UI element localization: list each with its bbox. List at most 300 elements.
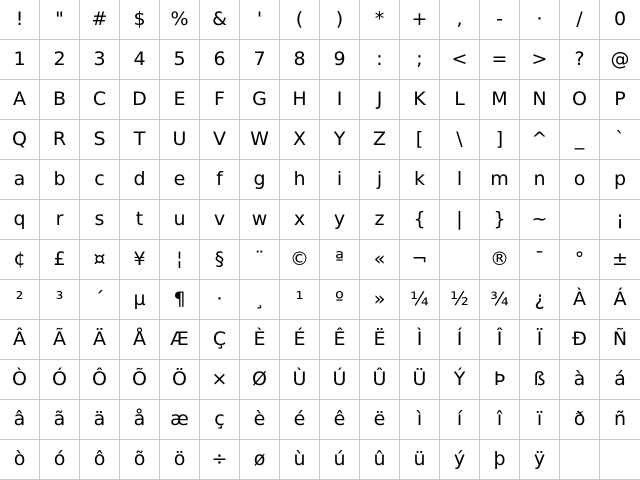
glyph-cell[interactable] xyxy=(600,320,640,360)
glyph-cell[interactable] xyxy=(560,240,600,280)
glyph-character: ø xyxy=(253,448,266,470)
glyph-cell[interactable] xyxy=(560,200,600,240)
glyph-cell[interactable] xyxy=(440,0,480,40)
glyph-cell[interactable] xyxy=(200,200,240,240)
glyph-character: Ó xyxy=(52,368,67,390)
glyph-cell[interactable] xyxy=(280,400,320,440)
glyph-cell[interactable] xyxy=(320,400,360,440)
glyph-cell[interactable] xyxy=(280,280,320,320)
glyph-character: Ï xyxy=(536,328,543,350)
glyph-character: £ xyxy=(53,248,66,270)
glyph-character: ì xyxy=(416,408,423,430)
glyph-character: X xyxy=(292,128,307,150)
glyph-character: µ xyxy=(133,288,146,310)
glyph-cell[interactable] xyxy=(0,320,40,360)
glyph-cell[interactable] xyxy=(520,320,560,360)
glyph-cell[interactable] xyxy=(520,200,560,240)
glyph-character: É xyxy=(293,328,306,350)
glyph-character: ÿ xyxy=(533,448,546,470)
glyph-cell[interactable] xyxy=(160,400,200,440)
glyph-cell[interactable] xyxy=(360,320,400,360)
glyph-cell[interactable] xyxy=(440,240,480,280)
glyph-cell[interactable] xyxy=(120,200,160,240)
glyph-cell[interactable] xyxy=(120,160,160,200)
glyph-cell[interactable] xyxy=(600,0,640,40)
glyph-cell[interactable] xyxy=(320,120,360,160)
glyph-cell[interactable] xyxy=(560,120,600,160)
glyph-character: Ø xyxy=(252,368,267,390)
glyph-character: + xyxy=(411,8,428,30)
glyph-cell[interactable] xyxy=(520,440,560,480)
glyph-cell[interactable] xyxy=(520,400,560,440)
glyph-cell[interactable] xyxy=(160,80,200,120)
glyph-cell[interactable] xyxy=(520,0,560,40)
glyph-character: ü xyxy=(413,448,426,470)
glyph-cell[interactable] xyxy=(400,240,440,280)
glyph-cell[interactable] xyxy=(280,320,320,360)
glyph-character: ñ xyxy=(613,408,627,430)
glyph-cell[interactable] xyxy=(240,240,280,280)
glyph-character: $ xyxy=(133,8,146,30)
glyph-character: Q xyxy=(12,128,27,150)
glyph-character: ( xyxy=(295,8,304,30)
glyph-character: Ñ xyxy=(612,328,628,350)
glyph-character: y xyxy=(333,208,346,230)
glyph-cell[interactable] xyxy=(400,120,440,160)
glyph-character: { xyxy=(413,208,426,230)
glyph-cell[interactable] xyxy=(400,0,440,40)
glyph-cell[interactable] xyxy=(200,400,240,440)
glyph-character: ¹ xyxy=(295,288,304,310)
glyph-cell[interactable] xyxy=(520,240,560,280)
glyph-character: Ë xyxy=(373,328,386,350)
glyph-cell[interactable] xyxy=(480,200,520,240)
glyph-cell[interactable] xyxy=(560,40,600,80)
glyph-cell[interactable] xyxy=(400,320,440,360)
glyph-character: f xyxy=(216,168,223,190)
glyph-cell[interactable] xyxy=(160,40,200,80)
glyph-cell[interactable] xyxy=(40,440,80,480)
glyph-cell[interactable] xyxy=(0,120,40,160)
glyph-cell[interactable] xyxy=(120,360,160,400)
glyph-character: ¼ xyxy=(410,288,429,310)
glyph-character: w xyxy=(251,208,268,230)
glyph-cell[interactable] xyxy=(440,40,480,80)
glyph-cell[interactable] xyxy=(40,320,80,360)
glyph-cell[interactable] xyxy=(200,240,240,280)
glyph-cell[interactable] xyxy=(240,80,280,120)
glyph-character: Ç xyxy=(212,328,227,350)
glyph-cell[interactable] xyxy=(120,440,160,480)
glyph-cell[interactable] xyxy=(280,160,320,200)
glyph-character: , xyxy=(456,8,463,30)
glyph-cell[interactable] xyxy=(80,240,120,280)
glyph-cell[interactable] xyxy=(160,200,200,240)
glyph-character: s xyxy=(94,208,105,230)
glyph-cell[interactable] xyxy=(80,80,120,120)
glyph-cell[interactable] xyxy=(240,0,280,40)
glyph-cell[interactable] xyxy=(440,120,480,160)
glyph-character: g xyxy=(253,168,266,190)
glyph-character: ô xyxy=(93,448,106,470)
glyph-character: } xyxy=(493,208,506,230)
glyph-cell[interactable] xyxy=(200,280,240,320)
glyph-cell[interactable] xyxy=(280,120,320,160)
glyph-character: Ã xyxy=(53,328,66,350)
glyph-cell[interactable] xyxy=(160,0,200,40)
glyph-cell[interactable] xyxy=(40,0,80,40)
glyph-cell[interactable] xyxy=(80,40,120,80)
glyph-cell[interactable] xyxy=(40,360,80,400)
glyph-cell[interactable] xyxy=(400,200,440,240)
glyph-cell[interactable] xyxy=(520,280,560,320)
glyph-cell[interactable] xyxy=(520,360,560,400)
glyph-character: ¶ xyxy=(173,288,186,310)
glyph-character: j xyxy=(376,168,383,190)
glyph-character: Ü xyxy=(412,368,427,390)
glyph-cell[interactable] xyxy=(320,0,360,40)
glyph-cell[interactable] xyxy=(600,240,640,280)
glyph-cell[interactable] xyxy=(160,320,200,360)
glyph-cell[interactable] xyxy=(160,360,200,400)
glyph-cell[interactable] xyxy=(0,440,40,480)
glyph-cell[interactable] xyxy=(440,400,480,440)
glyph-cell[interactable] xyxy=(200,160,240,200)
glyph-cell[interactable] xyxy=(560,160,600,200)
glyph-cell[interactable] xyxy=(40,80,80,120)
glyph-cell[interactable] xyxy=(520,120,560,160)
glyph-character: b xyxy=(53,168,66,190)
glyph-character: N xyxy=(532,88,547,110)
glyph-character: i xyxy=(336,168,343,190)
glyph-cell[interactable] xyxy=(480,160,520,200)
glyph-character: d xyxy=(133,168,146,190)
glyph-character: * xyxy=(374,8,385,30)
glyph-cell[interactable] xyxy=(120,240,160,280)
glyph-character: ò xyxy=(13,448,26,470)
glyph-cell[interactable] xyxy=(320,40,360,80)
glyph-character: ã xyxy=(53,408,66,430)
glyph-character: m xyxy=(490,168,509,190)
glyph-cell[interactable] xyxy=(600,80,640,120)
glyph-character: 2 xyxy=(53,48,66,70)
glyph-cell[interactable] xyxy=(480,120,520,160)
glyph-cell[interactable] xyxy=(320,280,360,320)
glyph-character: î xyxy=(496,408,503,430)
glyph-character: 4 xyxy=(133,48,146,70)
glyph-cell[interactable] xyxy=(200,40,240,80)
glyph-character: æ xyxy=(170,408,189,430)
glyph-cell[interactable] xyxy=(440,440,480,480)
glyph-cell[interactable] xyxy=(80,120,120,160)
glyph-character: ù xyxy=(293,448,306,470)
glyph-character: - xyxy=(496,8,503,30)
glyph-character: # xyxy=(91,8,108,30)
glyph-character: @ xyxy=(610,48,630,70)
glyph-cell[interactable] xyxy=(40,400,80,440)
glyph-cell[interactable] xyxy=(80,320,120,360)
glyph-cell[interactable] xyxy=(320,320,360,360)
glyph-character: c xyxy=(94,168,105,190)
glyph-character: Ò xyxy=(12,368,27,390)
glyph-cell[interactable] xyxy=(320,440,360,480)
glyph-cell[interactable] xyxy=(600,400,640,440)
glyph-cell[interactable] xyxy=(0,160,40,200)
glyph-character: V xyxy=(213,128,226,150)
glyph-character: ' xyxy=(256,8,263,30)
glyph-character: ë xyxy=(373,408,386,430)
glyph-cell[interactable] xyxy=(280,360,320,400)
glyph-cell[interactable] xyxy=(360,400,400,440)
glyph-cell[interactable] xyxy=(0,40,40,80)
glyph-cell[interactable] xyxy=(320,160,360,200)
glyph-cell[interactable] xyxy=(360,200,400,240)
glyph-character: h xyxy=(293,168,306,190)
glyph-cell[interactable] xyxy=(480,40,520,80)
glyph-character: ¨ xyxy=(254,248,265,270)
glyph-character: Y xyxy=(333,128,346,150)
glyph-cell[interactable] xyxy=(280,200,320,240)
glyph-cell[interactable] xyxy=(160,160,200,200)
glyph-cell[interactable] xyxy=(560,0,600,40)
glyph-cell[interactable] xyxy=(520,40,560,80)
glyph-character: ¿ xyxy=(534,288,545,310)
glyph-cell[interactable] xyxy=(0,240,40,280)
glyph-cell[interactable] xyxy=(400,440,440,480)
glyph-cell[interactable] xyxy=(480,0,520,40)
glyph-cell[interactable] xyxy=(360,440,400,480)
glyph-cell[interactable] xyxy=(120,400,160,440)
glyph-cell[interactable] xyxy=(40,280,80,320)
glyph-cell[interactable] xyxy=(80,440,120,480)
glyph-cell[interactable] xyxy=(40,160,80,200)
glyph-cell[interactable] xyxy=(440,360,480,400)
glyph-character: ç xyxy=(214,408,225,430)
glyph-character: O xyxy=(572,88,587,110)
glyph-cell[interactable] xyxy=(160,440,200,480)
glyph-character: S xyxy=(93,128,106,150)
glyph-cell[interactable] xyxy=(160,120,200,160)
glyph-cell[interactable] xyxy=(120,120,160,160)
glyph-cell[interactable] xyxy=(120,280,160,320)
glyph-cell[interactable] xyxy=(560,320,600,360)
glyph-cell[interactable] xyxy=(80,200,120,240)
glyph-cell[interactable] xyxy=(40,40,80,80)
glyph-cell[interactable] xyxy=(440,200,480,240)
glyph-cell[interactable] xyxy=(120,40,160,80)
glyph-cell[interactable] xyxy=(0,0,40,40)
glyph-cell[interactable] xyxy=(240,360,280,400)
glyph-character: þ xyxy=(493,448,506,470)
glyph-character: F xyxy=(214,88,225,110)
glyph-cell[interactable] xyxy=(280,440,320,480)
glyph-cell[interactable] xyxy=(160,280,200,320)
glyph-cell[interactable] xyxy=(40,200,80,240)
glyph-cell[interactable] xyxy=(120,320,160,360)
glyph-character xyxy=(456,250,463,269)
glyph-cell[interactable] xyxy=(440,320,480,360)
glyph-cell[interactable] xyxy=(40,120,80,160)
glyph-cell[interactable] xyxy=(560,80,600,120)
glyph-cell[interactable] xyxy=(0,280,40,320)
glyph-cell[interactable] xyxy=(200,120,240,160)
glyph-cell[interactable] xyxy=(360,40,400,80)
glyph-cell[interactable] xyxy=(600,280,640,320)
glyph-character: ½ xyxy=(450,288,469,310)
glyph-cell[interactable] xyxy=(480,320,520,360)
glyph-cell[interactable] xyxy=(320,200,360,240)
glyph-cell[interactable] xyxy=(480,80,520,120)
glyph-character: â xyxy=(13,408,26,430)
glyph-character: 9 xyxy=(333,48,346,70)
glyph-cell[interactable] xyxy=(200,360,240,400)
glyph-character: / xyxy=(576,8,583,30)
glyph-character: a xyxy=(13,168,26,190)
glyph-cell[interactable] xyxy=(80,280,120,320)
glyph-cell[interactable] xyxy=(560,440,600,480)
glyph-character: P xyxy=(614,88,626,110)
glyph-cell[interactable] xyxy=(480,400,520,440)
glyph-character: ³ xyxy=(55,288,64,310)
glyph-cell[interactable] xyxy=(280,40,320,80)
glyph-cell[interactable] xyxy=(440,80,480,120)
glyph-cell[interactable] xyxy=(240,400,280,440)
glyph-cell[interactable] xyxy=(200,0,240,40)
glyph-cell[interactable] xyxy=(360,80,400,120)
glyph-cell[interactable] xyxy=(0,200,40,240)
glyph-cell[interactable] xyxy=(480,240,520,280)
glyph-character: 3 xyxy=(93,48,106,70)
glyph-character: r xyxy=(55,208,64,230)
glyph-cell[interactable] xyxy=(40,240,80,280)
glyph-character: ° xyxy=(574,248,585,270)
glyph-cell[interactable] xyxy=(400,160,440,200)
glyph-cell[interactable] xyxy=(80,360,120,400)
glyph-character: ö xyxy=(173,448,186,470)
glyph-cell[interactable] xyxy=(280,240,320,280)
glyph-cell[interactable] xyxy=(480,360,520,400)
glyph-character: é xyxy=(293,408,306,430)
glyph-cell[interactable] xyxy=(520,80,560,120)
glyph-character: Ý xyxy=(453,368,466,390)
glyph-character: à xyxy=(573,368,586,390)
glyph-cell[interactable] xyxy=(360,280,400,320)
glyph-cell[interactable] xyxy=(240,200,280,240)
glyph-cell[interactable] xyxy=(400,40,440,80)
glyph-cell[interactable] xyxy=(400,280,440,320)
glyph-cell[interactable] xyxy=(240,120,280,160)
glyph-cell[interactable] xyxy=(600,160,640,200)
glyph-cell[interactable] xyxy=(0,80,40,120)
glyph-cell[interactable] xyxy=(360,0,400,40)
glyph-character: H xyxy=(292,88,307,110)
glyph-cell[interactable] xyxy=(480,280,520,320)
glyph-cell[interactable] xyxy=(0,400,40,440)
glyph-character: ^ xyxy=(531,128,548,150)
glyph-cell[interactable] xyxy=(400,360,440,400)
glyph-cell[interactable] xyxy=(360,240,400,280)
glyph-cell[interactable] xyxy=(120,0,160,40)
glyph-character: | xyxy=(456,208,463,230)
glyph-cell[interactable] xyxy=(200,320,240,360)
glyph-cell[interactable] xyxy=(120,80,160,120)
glyph-cell[interactable] xyxy=(600,40,640,80)
glyph-cell[interactable] xyxy=(520,160,560,200)
glyph-cell[interactable] xyxy=(80,400,120,440)
glyph-cell[interactable] xyxy=(200,440,240,480)
glyph-character: u xyxy=(173,208,186,230)
glyph-cell[interactable] xyxy=(360,120,400,160)
glyph-character: ; xyxy=(416,48,423,70)
glyph-cell[interactable] xyxy=(560,280,600,320)
glyph-character: 7 xyxy=(253,48,266,70)
glyph-cell[interactable] xyxy=(240,440,280,480)
glyph-character: G xyxy=(252,88,267,110)
glyph-cell[interactable] xyxy=(200,80,240,120)
glyph-character: " xyxy=(55,8,64,30)
glyph-cell[interactable] xyxy=(80,160,120,200)
glyph-character: ê xyxy=(333,408,346,430)
glyph-cell[interactable] xyxy=(320,240,360,280)
glyph-cell[interactable] xyxy=(440,160,480,200)
glyph-character: « xyxy=(373,248,386,270)
glyph-cell[interactable] xyxy=(320,80,360,120)
glyph-cell[interactable] xyxy=(440,280,480,320)
glyph-character: ð xyxy=(573,408,586,430)
glyph-cell[interactable] xyxy=(360,360,400,400)
glyph-cell[interactable] xyxy=(240,40,280,80)
glyph-cell[interactable] xyxy=(240,320,280,360)
glyph-character: z xyxy=(374,208,385,230)
glyph-cell[interactable] xyxy=(320,360,360,400)
glyph-character: ¦ xyxy=(176,248,183,270)
glyph-cell[interactable] xyxy=(600,440,640,480)
glyph-cell[interactable] xyxy=(240,160,280,200)
glyph-character: û xyxy=(373,448,386,470)
glyph-cell[interactable] xyxy=(600,200,640,240)
glyph-character: ï xyxy=(536,408,543,430)
glyph-cell[interactable] xyxy=(0,360,40,400)
glyph-character: Â xyxy=(13,328,26,350)
glyph-cell[interactable] xyxy=(360,160,400,200)
glyph-character: x xyxy=(293,208,306,230)
glyph-cell[interactable] xyxy=(280,0,320,40)
glyph-cell[interactable] xyxy=(160,240,200,280)
glyph-cell[interactable] xyxy=(240,280,280,320)
glyph-character: Þ xyxy=(493,368,506,390)
glyph-cell[interactable] xyxy=(400,80,440,120)
glyph-character: À xyxy=(573,288,586,310)
glyph-cell[interactable] xyxy=(280,80,320,120)
glyph-character: o xyxy=(573,168,586,190)
glyph-character: e xyxy=(173,168,186,190)
glyph-cell[interactable] xyxy=(400,400,440,440)
glyph-character: q xyxy=(13,208,26,230)
glyph-character: ¬ xyxy=(411,248,428,270)
glyph-cell[interactable] xyxy=(600,360,640,400)
glyph-character: å xyxy=(133,408,146,430)
glyph-character: ~ xyxy=(531,208,548,230)
glyph-cell[interactable] xyxy=(600,120,640,160)
glyph-character: ý xyxy=(453,448,466,470)
glyph-cell[interactable] xyxy=(560,360,600,400)
glyph-character: [ xyxy=(415,128,424,150)
glyph-character: % xyxy=(170,8,189,30)
glyph-cell[interactable] xyxy=(560,400,600,440)
glyph-character: & xyxy=(212,8,227,30)
glyph-cell[interactable] xyxy=(80,0,120,40)
glyph-cell[interactable] xyxy=(480,440,520,480)
